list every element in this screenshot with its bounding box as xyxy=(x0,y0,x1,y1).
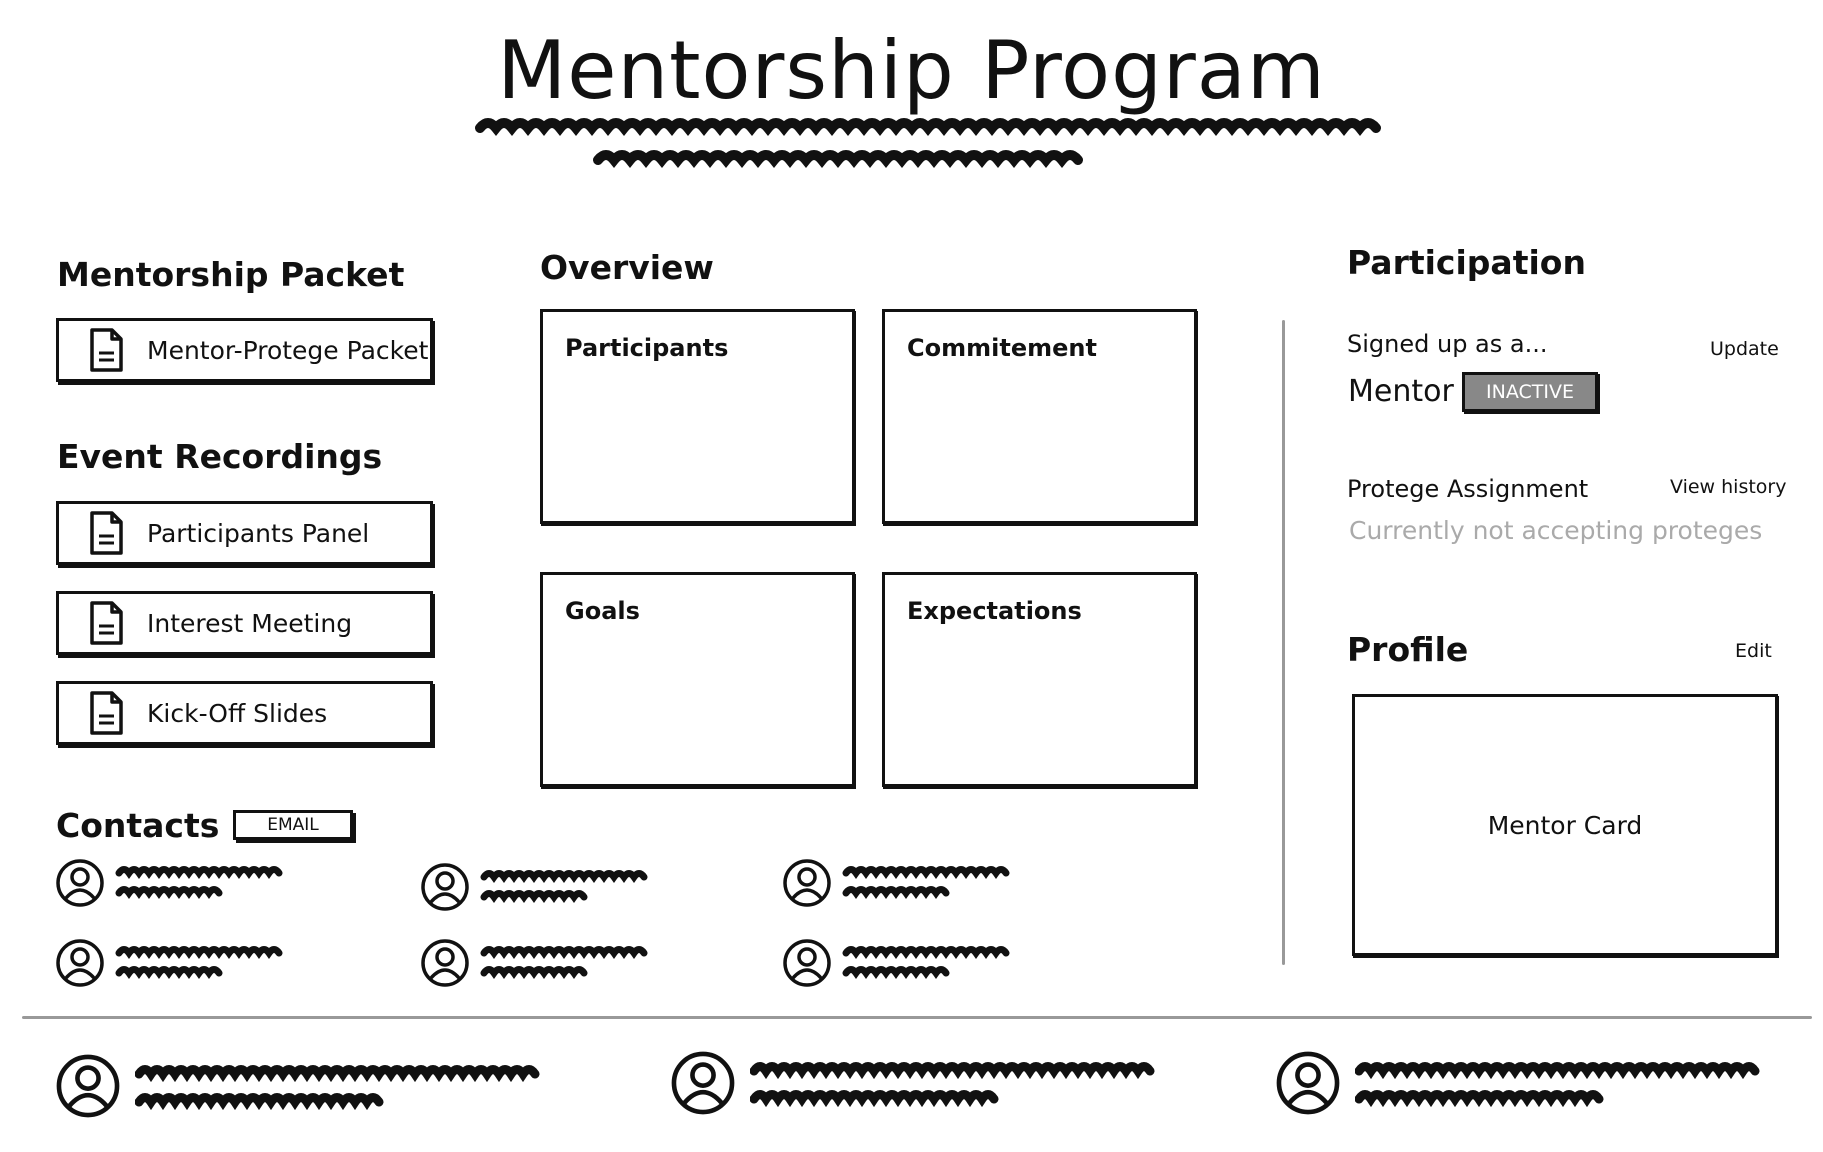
view-history-link[interactable]: View history xyxy=(1670,476,1787,498)
contact-item[interactable] xyxy=(55,858,315,908)
footer-contact-item[interactable] xyxy=(55,1053,545,1119)
document-icon xyxy=(83,690,129,736)
contact-text-placeholder xyxy=(842,861,1042,905)
footer-contact-item[interactable] xyxy=(670,1050,1160,1116)
role-value: Mentor xyxy=(1348,374,1454,409)
contact-text-placeholder xyxy=(842,941,1042,985)
packet-button-mentor-protege[interactable] xyxy=(56,318,433,382)
overview-card-expectations[interactable] xyxy=(882,572,1197,787)
overview-card-label: Commitement xyxy=(907,334,1097,362)
email-button[interactable]: EMAIL xyxy=(233,810,353,840)
recording-button-participants-panel[interactable] xyxy=(56,501,433,565)
document-icon xyxy=(83,600,129,646)
footer-contact-text-placeholder xyxy=(1355,1055,1765,1111)
overview-card-commitment[interactable] xyxy=(882,309,1197,524)
recording-button-label: Kick-Off Slides xyxy=(147,698,328,728)
footer-contact-text-placeholder xyxy=(750,1055,1160,1111)
overview-card-label: Goals xyxy=(565,597,640,625)
user-avatar-icon xyxy=(420,938,470,988)
document-icon xyxy=(83,327,129,373)
document-icon xyxy=(83,510,129,556)
contact-text-placeholder xyxy=(115,861,315,905)
contact-text-placeholder xyxy=(480,941,680,985)
contact-item[interactable] xyxy=(782,938,1042,988)
protege-assignment-label: Protege Assignment xyxy=(1347,475,1589,503)
signed-up-label: Signed up as a... xyxy=(1347,330,1548,358)
status-badge: INACTIVE xyxy=(1462,372,1598,412)
overview-card-label: Participants xyxy=(565,334,729,362)
contact-item[interactable] xyxy=(55,938,315,988)
update-link[interactable]: Update xyxy=(1710,338,1779,360)
user-avatar-icon xyxy=(782,858,832,908)
overview-heading: Overview xyxy=(540,248,714,287)
contacts-heading: Contacts xyxy=(56,806,220,845)
user-avatar-icon xyxy=(55,1053,121,1119)
contact-text-placeholder xyxy=(115,941,315,985)
contact-item[interactable] xyxy=(420,938,680,988)
column-divider xyxy=(1282,320,1285,965)
participation-heading: Participation xyxy=(1347,243,1586,282)
profile-heading: Profile xyxy=(1347,630,1469,669)
edit-profile-link[interactable]: Edit xyxy=(1735,640,1772,662)
overview-card-participants[interactable] xyxy=(540,309,855,524)
protege-status: Currently not accepting proteges xyxy=(1349,516,1763,545)
contact-item[interactable] xyxy=(782,858,1042,908)
recording-button-label: Interest Meeting xyxy=(147,608,353,638)
footer-contact-item[interactable] xyxy=(1275,1050,1765,1116)
recording-button-label: Participants Panel xyxy=(147,518,370,548)
user-avatar-icon xyxy=(55,858,105,908)
recording-button-kickoff-slides[interactable] xyxy=(56,681,433,745)
packet-heading: Mentorship Packet xyxy=(57,255,405,294)
user-avatar-icon xyxy=(1275,1050,1341,1116)
recordings-heading: Event Recordings xyxy=(57,437,383,476)
footer-divider xyxy=(22,1016,1812,1019)
user-avatar-icon xyxy=(55,938,105,988)
packet-button-label: Mentor-Protege Packet xyxy=(147,335,429,365)
contact-item[interactable] xyxy=(420,862,680,912)
user-avatar-icon xyxy=(782,938,832,988)
overview-card-label: Expectations xyxy=(907,597,1082,625)
mentor-card[interactable]: Mentor Card xyxy=(1352,694,1778,956)
user-avatar-icon xyxy=(670,1050,736,1116)
footer-contact-text-placeholder xyxy=(135,1058,545,1114)
user-avatar-icon xyxy=(420,862,470,912)
overview-card-goals[interactable] xyxy=(540,572,855,787)
subtitle-placeholder xyxy=(478,110,1388,170)
page-title: Mentorship Program xyxy=(497,24,1326,117)
recording-button-interest-meeting[interactable] xyxy=(56,591,433,655)
contact-text-placeholder xyxy=(480,865,680,909)
